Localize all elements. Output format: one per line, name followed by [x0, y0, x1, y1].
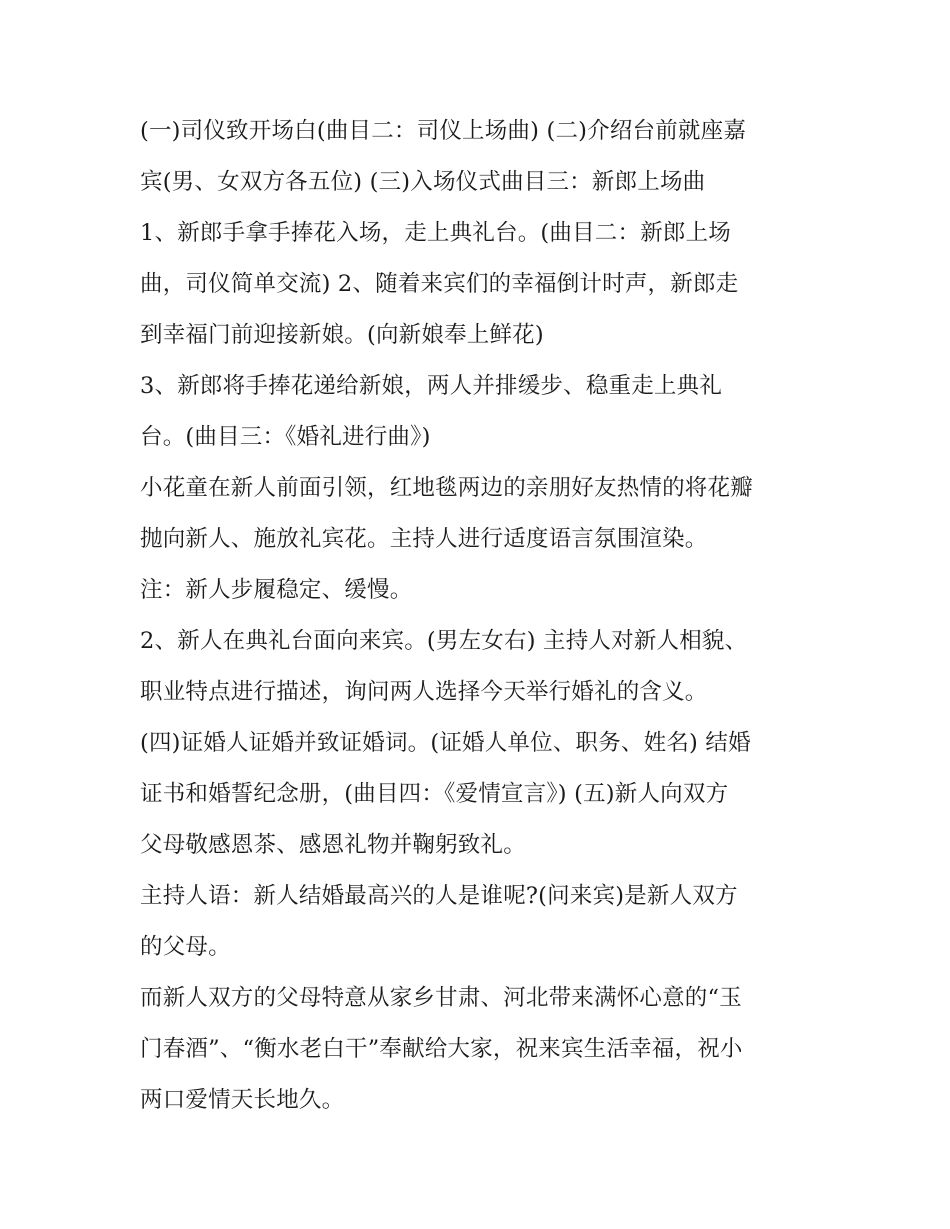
text-line: 主持人语：新人结婚最高兴的人是谁呢?(问来宾)是新人双方 — [140, 883, 738, 909]
document-body — [140, 106, 820, 1126]
text-line: 父母敬感恩茶、感恩礼物并鞠躬致礼。 — [140, 832, 526, 858]
text-line: (一)司仪致开场白(曲目二：司仪上场曲) (二)介绍台前就座嘉 — [140, 118, 747, 144]
text-line: 到幸福门前迎接新娘。(向新娘奉上鲜花) — [140, 322, 544, 348]
text-line: 曲，司仪简单交流) 2、随着来宾们的幸福倒计时声，新郎走 — [140, 271, 739, 297]
text-line: 两口爱情天长地久。 — [140, 1087, 345, 1113]
text-line: 证书和婚誓纪念册，(曲目四：《爱情宣言》) (五)新人向双方 — [140, 781, 729, 807]
text-line: 职业特点进行描述，询问两人选择今天举行婚礼的含义。 — [140, 679, 708, 705]
text-line: 的父母。 — [140, 934, 231, 960]
text-line: 而新人双方的父母特意从家乡甘肃、河北带来满怀心意的“玉 — [140, 985, 742, 1011]
text-line: 1、新郎手拿手捧花入场，走上典礼台。(曲目二：新郎上场 — [140, 220, 731, 246]
text-line: 小花童在新人前面引领，红地毯两边的亲朋好友热情的将花瓣 — [140, 475, 753, 501]
text-line: 台。(曲目三：《婚礼进行曲》) — [140, 424, 431, 450]
text-line: (四)证婚人证婚并致证婚词。(证婚人单位、职务、姓名) 结婚 — [140, 730, 751, 756]
text-line: 2、新人在典礼台面向来宾。(男左女右) 主持人对新人相貌、 — [140, 628, 748, 654]
text-line: 注：新人步履稳定、缓慢。 — [140, 577, 413, 603]
text-line: 宾(男、女双方各五位) (三)入场仪式曲目三：新郎上场曲 — [140, 169, 706, 195]
text-line: 3、新郎将手捧花递给新娘，两人并排缓步、稳重走上典礼 — [140, 373, 723, 399]
text-line: 抛向新人、施放礼宾花。主持人进行适度语言氛围渲染。 — [140, 526, 708, 552]
text-line: 门春酒”、“衡水老白干”奉献给大家，祝来宾生活幸福，祝小 — [140, 1036, 743, 1062]
